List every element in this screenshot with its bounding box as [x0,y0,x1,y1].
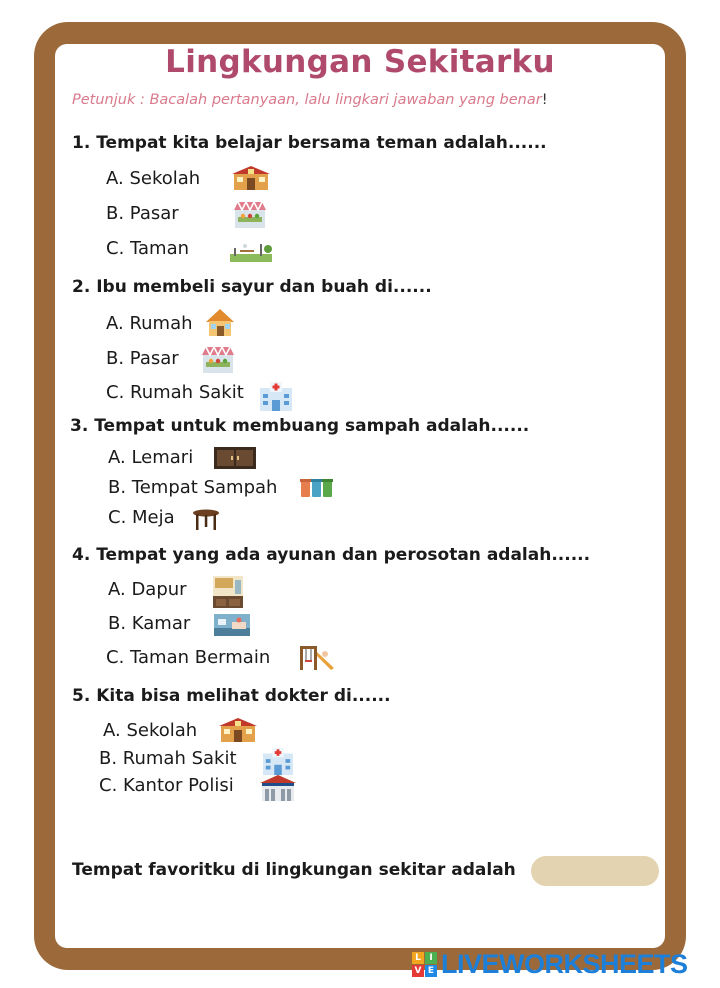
liveworksheets-logo [412,950,688,978]
answer-option[interactable]: C. Taman Bermain [106,647,271,668]
answer-option[interactable]: C. Rumah Sakit [106,382,244,403]
answer-option[interactable]: C. Kantor Polisi [99,775,234,796]
logo-wordmark: LIVEWORKSHEETS [441,948,688,979]
favorite-place-answer-box[interactable] [531,856,659,886]
answer-option[interactable]: A. Sekolah [103,720,198,741]
question-2: 2. Ibu membeli sayur dan buah di...... [72,277,432,297]
answer-option[interactable]: C. Taman [106,238,190,259]
kitchen-icon [213,576,243,608]
cabinet-icon [214,447,256,469]
question-5: 5. Kita bisa melihat dokter di...... [72,686,391,706]
instruction-text: Petunjuk : Bacalah pertanyaan, lalu lingkari jawaban yang benar! [72,92,548,108]
playground-icon [298,644,336,672]
answer-option[interactable]: B. Pasar [106,348,179,369]
answer-option[interactable]: B. Pasar [106,203,179,224]
hospital-icon [260,746,296,776]
answer-option[interactable]: A. Rumah [106,313,193,334]
house-icon [204,306,236,338]
page-title: Lingkungan Sekitarku [165,44,555,80]
answer-option[interactable]: A. Sekolah [106,168,201,189]
answer-option[interactable]: A. Lemari [108,447,194,468]
answer-option[interactable]: C. Meja [108,507,175,528]
logo-tiles: L I V E [412,952,437,977]
school-icon [217,716,259,744]
favorite-place-prompt: Tempat favoritku di lingkungan sekitar adalah [72,860,516,880]
bedroom-icon [214,614,250,636]
answer-option[interactable]: B. Tempat Sampah [108,477,278,498]
answer-option[interactable]: A. Dapur [108,579,187,600]
question-3: 3. Tempat untuk membuang sampah adalah...... [70,416,530,436]
police-station-icon [258,774,298,802]
park-icon [230,240,272,262]
question-1: 1. Tempat kita belajar bersama teman adalah...... [72,133,547,153]
trash-bins-icon [300,478,334,498]
question-4: 4. Tempat yang ada ayunan dan perosotan adalah...... [72,545,591,565]
market-icon [232,198,268,230]
market-icon [200,343,236,375]
answer-option[interactable]: B. Rumah Sakit [99,748,237,769]
answer-option[interactable]: B. Kamar [108,613,191,634]
table-icon [192,509,220,531]
hospital-icon [258,380,294,412]
school-icon [230,164,272,192]
